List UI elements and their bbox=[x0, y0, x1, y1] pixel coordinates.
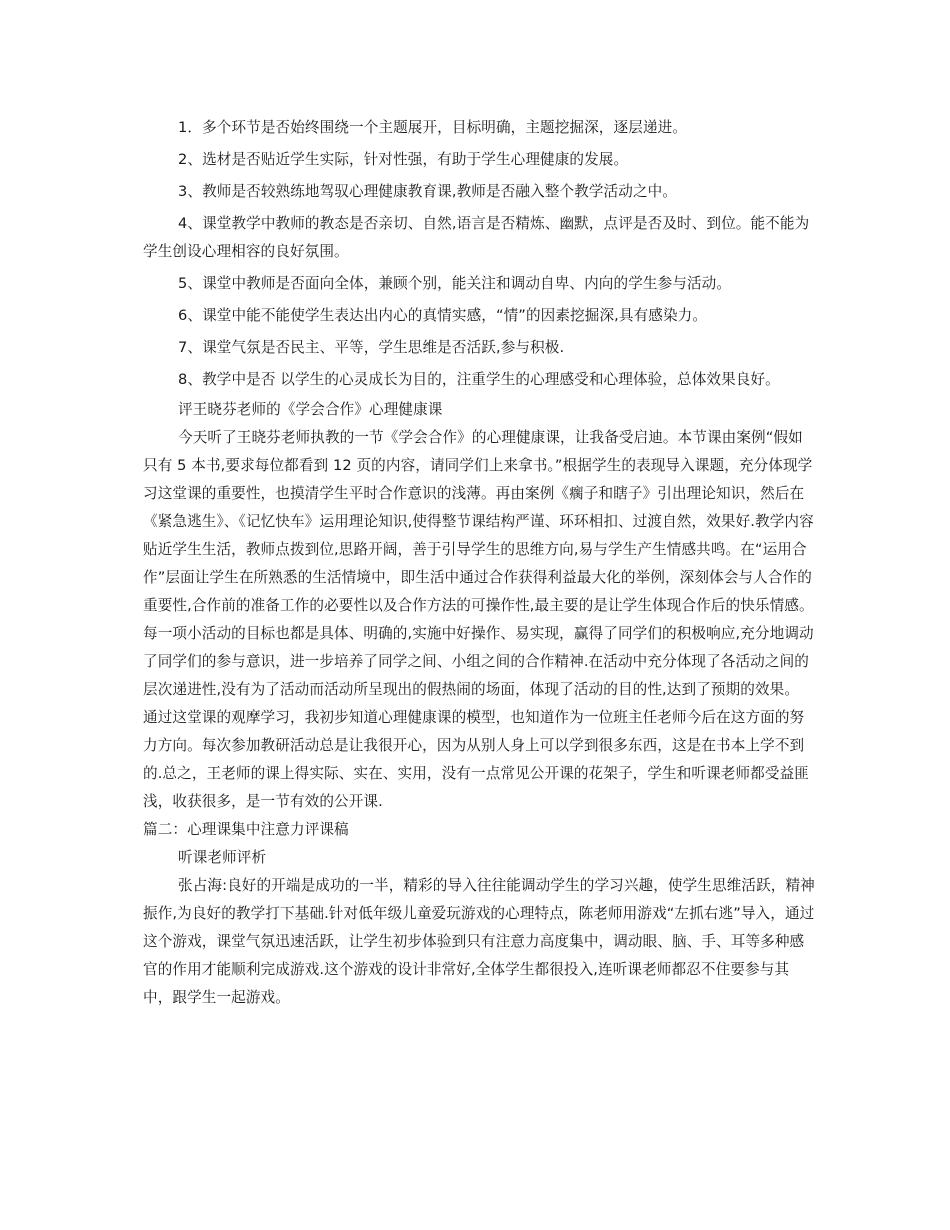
section-2-title: 篇二：心理课集中注意力评课稿 bbox=[143, 821, 349, 838]
document-body bbox=[143, 114, 816, 1012]
criterion-6: 6、课堂中能不能使学生表达出内心的真情实感，“情”的因素挖掘深,具有感染力。 bbox=[178, 307, 708, 324]
review-body: 今天听了王晓芬老师执教的一节《学会合作》的心理健康课，让我备受启迪。本节课由案例“假如只有 5 本书,要求每位都看到 12 页的内容，请同学们上来拿书。”根据学生的表现导入课题，充分体现学习这堂课的重要性，也摸清学生平时合作意识的浅薄。再由案例《瘸子和瞎子》引出理论知识，然后在《紧急逃生》、《记忆快车》运用理论知识,使得整节课结构严谨、环环相扣、过渡自然，效果好.教学内容贴近学生生活，教师点拨到位,思路开阔，善于引导学生的思维方向,易与学生产生情感共鸣。在“运用合作”层面让学生在所熟悉的生活情境中，即生活中通过合作获得利益最大化的举例，深刻体会与人合作的重要性,合作前的准备工作的必要性以及合作方法的可操作性,最主要的是让学生体现合作后的快乐情感。每一项小活动的目标也都是具体、明确的,实施中好操作、易实现，赢得了同学们的积极响应,充分地调动了同学们的参与意识，进一步培养了同学之间、小组之间的合作精神.在活动中充分体现了各活动之间的层次递进性,没有为了活动而活动所呈现出的假热闹的场面，体现了活动的目的性,达到了预期的效果。 通过这堂课的观摩学习，我初步知道心理健康课的模型，也知道作为一位班主任老师今后在这方面的努力方向。每次参加教研活动总是让我很开心，因为从别人身上可以学到很多东西，这是在书本上学不到的.总之，王老师的课上得实际、实在、实用，没有一点常见公开课的花架子，学生和听课老师都受益匪浅，收获很多，是一节有效的公开课. bbox=[143, 429, 814, 810]
criterion-4: 4、课堂教学中教师的教态是否亲切、自然,语言是否精炼、幽默，点评是否及时、到位。能不能为学生创设心理相容的良好氛围。 bbox=[143, 215, 810, 260]
section-2-body: 张占海:良好的开端是成功的一半，精彩的导入往往能调动学生的学习兴趣，使学生思维活跃，精神振作,为良好的教学打下基础.针对低年级儿童爱玩游戏的心理特点，陈老师用游戏“左抓右逃”导入，通过这个游戏，课堂气氛迅速活跃，让学生初步体验到只有注意力高度集中，调动眼、脑、手、耳等多种感官的作用才能顺利完成游戏.这个游戏的设计非常好,全体学生都很投入,连听课老师都忍不住要参与其中，跟学生一起游戏。 bbox=[143, 877, 815, 1006]
section-2-subtitle: 听课老师评析 bbox=[178, 849, 267, 866]
criterion-1: 1．多个环节是否始终围绕一个主题展开，目标明确，主题挖掘深，逐层递进。 bbox=[178, 119, 687, 136]
criterion-8: 8、教学中是否 以学生的心灵成长为目的，注重学生的心理感受和心理体验，总体效果良好。 bbox=[178, 371, 780, 388]
criterion-2: 2、选材是否贴近学生实际，针对性强，有助于学生心理健康的发展。 bbox=[178, 151, 629, 168]
criterion-7: 7、课堂气氛是否民主、平等，学生思维是否活跃,参与积极. bbox=[178, 339, 565, 356]
criterion-3: 3、教师是否较熟练地驾驭心理健康教育课,教师是否融入整个教学活动之中。 bbox=[178, 183, 678, 200]
review-title: 评王晓芬老师的《学会合作》心理健康课 bbox=[178, 401, 443, 418]
criterion-5: 5、课堂中教师是否面向全体，兼顾个别，能关注和调动自卑、内向的学生参与活动。 bbox=[178, 275, 732, 292]
